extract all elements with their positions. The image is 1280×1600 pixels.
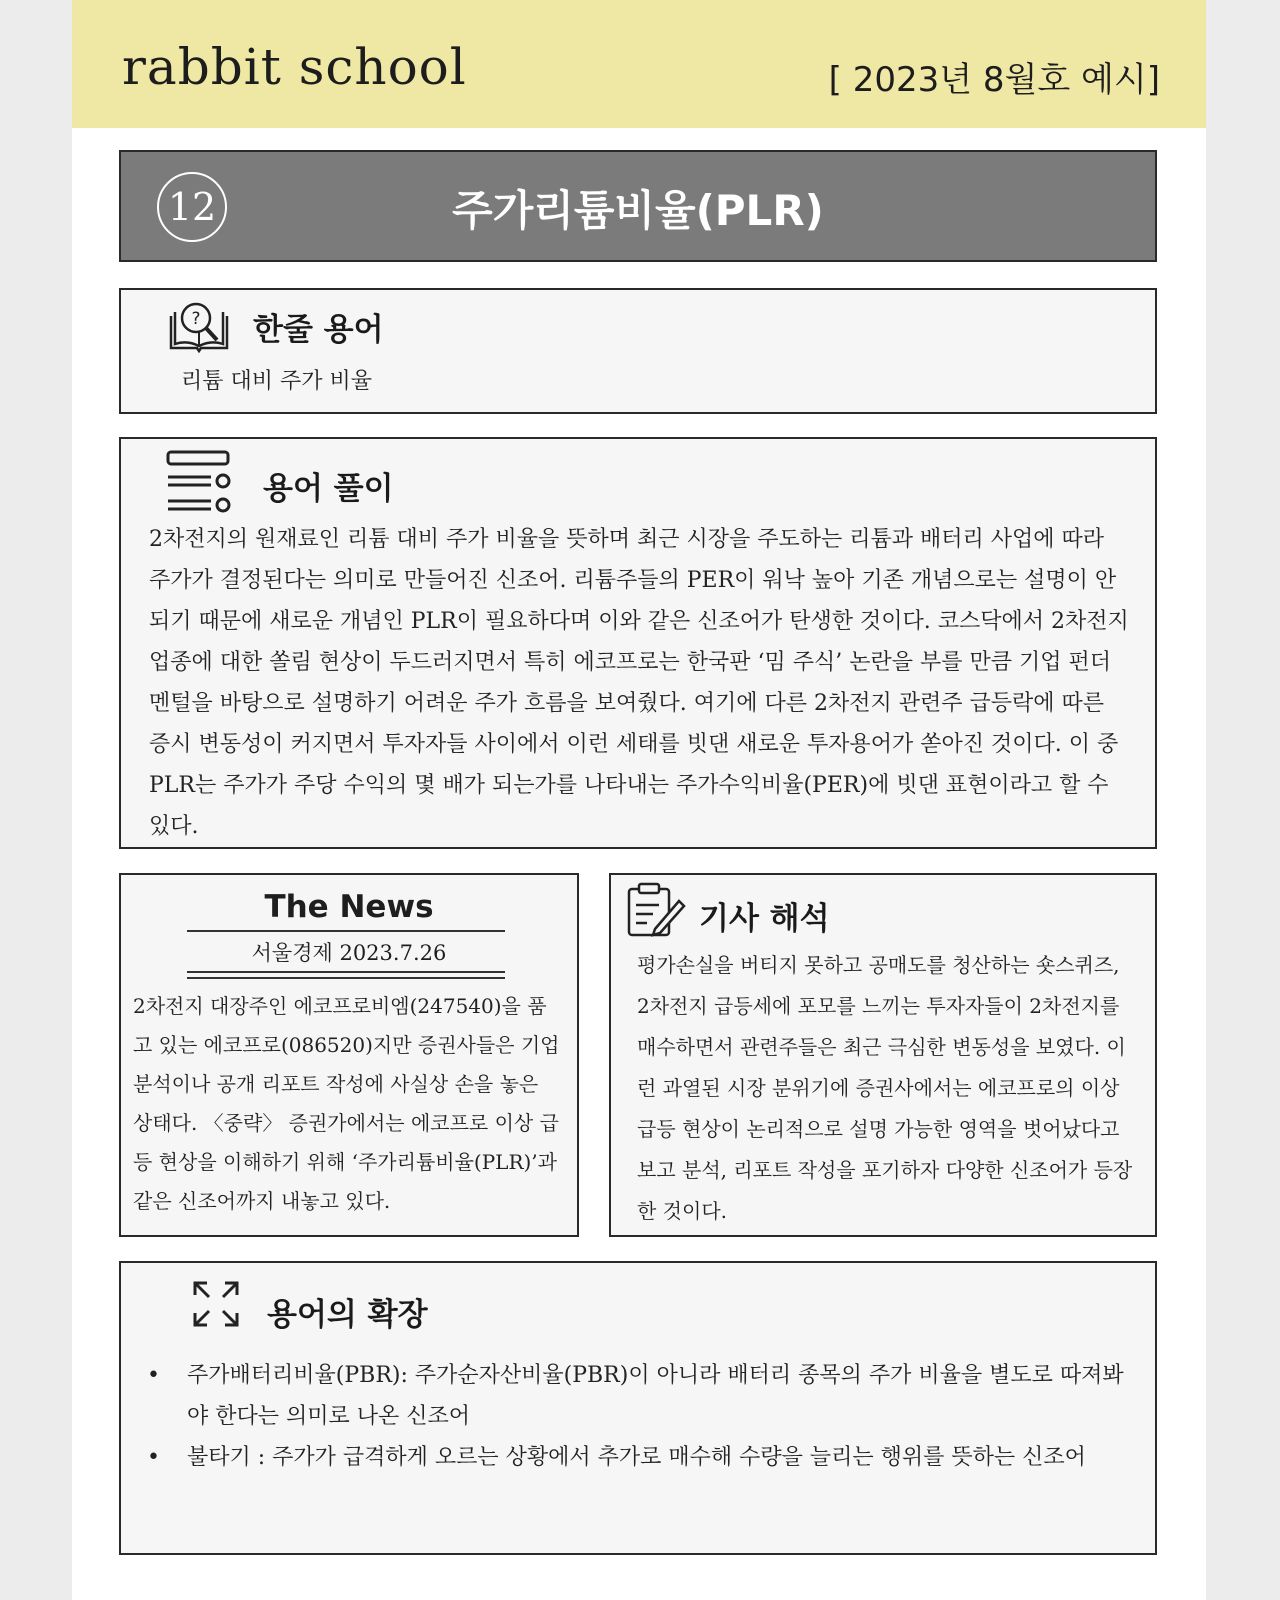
one-line-text: 리튬 대비 주가 비율 [181, 369, 372, 394]
extension-list [147, 1355, 1125, 1478]
bullet-marker: • [147, 1363, 160, 1388]
expand-arrows-icon [191, 1279, 241, 1329]
header-band [72, 0, 1206, 128]
extension-section [119, 1261, 1157, 1555]
news-section [119, 873, 579, 1237]
analysis-section [609, 873, 1157, 1237]
analysis-heading: 기사 해석 [699, 901, 830, 937]
list-icon [165, 449, 235, 517]
one-line-heading: 한줄 용어 [253, 312, 384, 348]
explanation-section [119, 437, 1157, 849]
extension-heading: 용어의 확장 [267, 1297, 428, 1333]
brand-logo-text: rabbit school [122, 38, 467, 96]
extension-item [147, 1437, 1125, 1478]
news-rule-bottom [187, 971, 505, 973]
extension-item [147, 1355, 1125, 1437]
one-line-section [119, 288, 1157, 414]
newsletter-page [72, 0, 1206, 1600]
analysis-text: 평가손실을 버티지 못하고 공매도를 청산하는 숏스퀴즈, 2차전지 급등세에 포모를 느끼는 투자자들이 2차전지를 매수하면서 관련주들은 최근 극심한 변동성을 보였다. 이런 과열된 시장 분위기에 증권사에서는 에코프로의 이상 급등 현상이 논리적으로 설명 가능한 영역을 벗어났다고 보고 분석, 리포트 작성을 포기하자 다양한 신조어가 등장한 것이다. [637, 953, 1133, 1223]
issue-label: [ 2023년 8월호 예시] [828, 60, 1160, 100]
news-rule-top [187, 930, 505, 932]
news-rule-bottom-2 [187, 977, 505, 979]
term-number-badge: 12 [157, 172, 227, 242]
term-title: 주가리튬비율(PLR) [452, 186, 824, 235]
explanation-text: 2차전지의 원재료인 리튬 대비 주가 비율을 뜻하며 최근 시장을 주도하는 리튬과 배터리 사업에 따라 주가가 결정된다는 의미로 만들어진 신조어. 리튬주들의 PER이 워낙 높아 기존 개념으로는 설명이 안 되기 때문에 새로운 개념인 PLR이 필요하다며 이와 같은 신조어가 탄생한 것이다. 코스닥에서 2차전지 업종에 대한 쏠림 현상이 두드러지면서 특히 에코프로는 한국판 ‘밈 주식’ 논란을 부를 만큼 기업 펀더멘털을 바탕으로 설명하기 어려운 주가 흐름을 보여줬다. 여기에 다른 2차전지 관련주 급등락에 따른 증시 변동성이 커지면서 투자자들 사이에서 이런 세태를 빗댄 새로운 투자용어가 쏟아진 것이다. 이 중 PLR는 주가가 주당 수익의 몇 배가 되는가를 나타내는 주가수익비율(PER)에 빗댄 표현이라고 할 수 있다. [149, 527, 1129, 839]
clipboard-pen-icon [625, 881, 687, 939]
news-heading: The News [264, 889, 434, 925]
news-source: 서울경제 2023.7.26 [251, 941, 447, 965]
extension-item-text: 주가배터리비율(PBR): 주가순자산비율(PBR)이 아니라 배터리 종목의 주가 비율을 별도로 따져봐야 한다는 의미로 나온 신조어 [187, 1363, 1124, 1429]
news-text: 2차전지 대장주인 에코프로비엠(247540)을 품고 있는 에코프로(086520)지만 증권사들은 기업 분석이나 공개 리포트 작성에 사실상 손을 놓은 상태다. 〈중략〉 증권가에서는 에코프로 이상 급등 현상을 이해하기 위해 ‘주가리튬비율(PLR)’과 같은 신조어까지 내놓고 있다. [133, 994, 560, 1213]
bullet-marker: • [147, 1445, 160, 1470]
book-magnifier-icon [167, 298, 231, 354]
extension-item-text: 불타기 : 주가가 급격하게 오르는 상황에서 추가로 매수해 수량을 늘리는 행위를 뜻하는 신조어 [187, 1445, 1086, 1470]
explanation-heading: 용어 풀이 [263, 471, 394, 507]
term-title-bar [119, 150, 1157, 262]
svg-text:?: ? [191, 309, 201, 329]
